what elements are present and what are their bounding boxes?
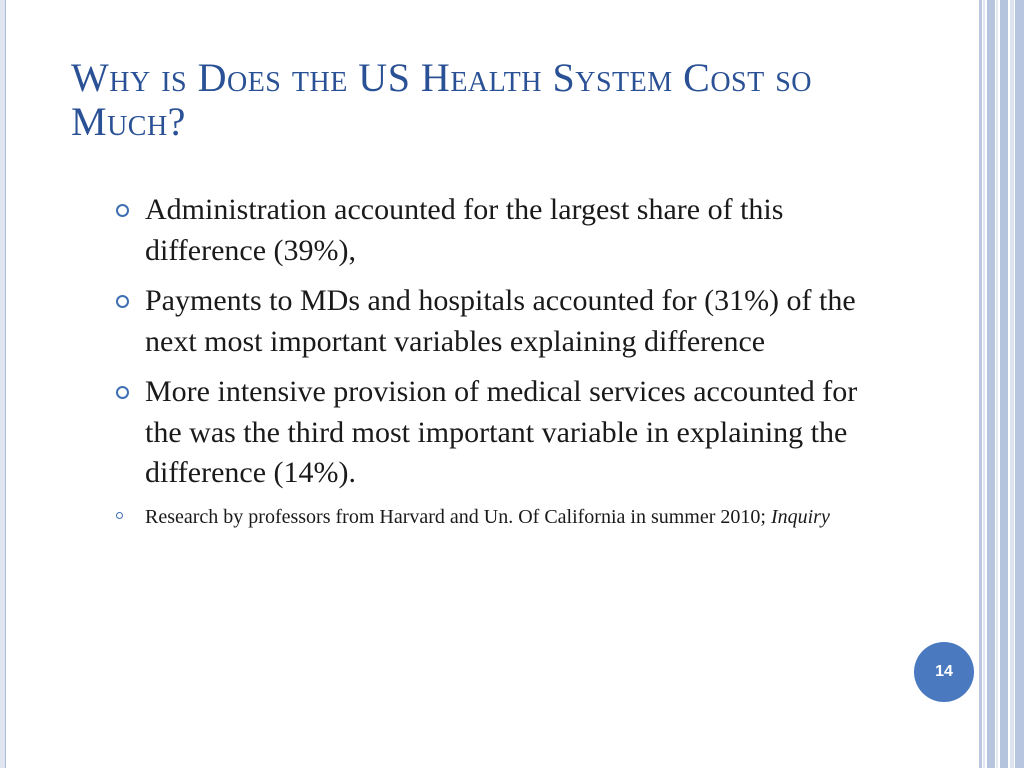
hollow-circle-bullet-icon: [116, 295, 129, 308]
citation-journal: Inquiry: [770, 505, 830, 528]
left-border-decoration: [0, 0, 6, 768]
slide-title: Why is Does the US Health System Cost so Much?: [71, 55, 813, 144]
bullet-item: [112, 190, 892, 271]
bullet-item: [112, 281, 892, 362]
bullet-item: [112, 372, 892, 494]
bullet-text: More intensive provision of medical services accounted for the was the third most important variable in explaining the difference (14%).: [145, 375, 858, 489]
source-citation: [112, 504, 892, 530]
hollow-circle-bullet-icon: [116, 204, 129, 217]
page-number-badge: [914, 642, 974, 702]
bullet-text: Payments to MDs and hospitals accounted for (31%) of the next most important variables explaining difference: [145, 284, 856, 358]
hollow-circle-bullet-icon: [116, 386, 129, 399]
hollow-circle-bullet-icon: [116, 512, 123, 519]
bullet-list: [112, 190, 892, 540]
right-stripe-decoration: [979, 0, 1024, 768]
bullet-text: Administration accounted for the largest share of this difference (39%),: [145, 193, 784, 267]
page-number: 14: [935, 663, 953, 680]
citation-text: Research by professors from Harvard and Un. Of California in summer 2010;: [145, 505, 771, 528]
